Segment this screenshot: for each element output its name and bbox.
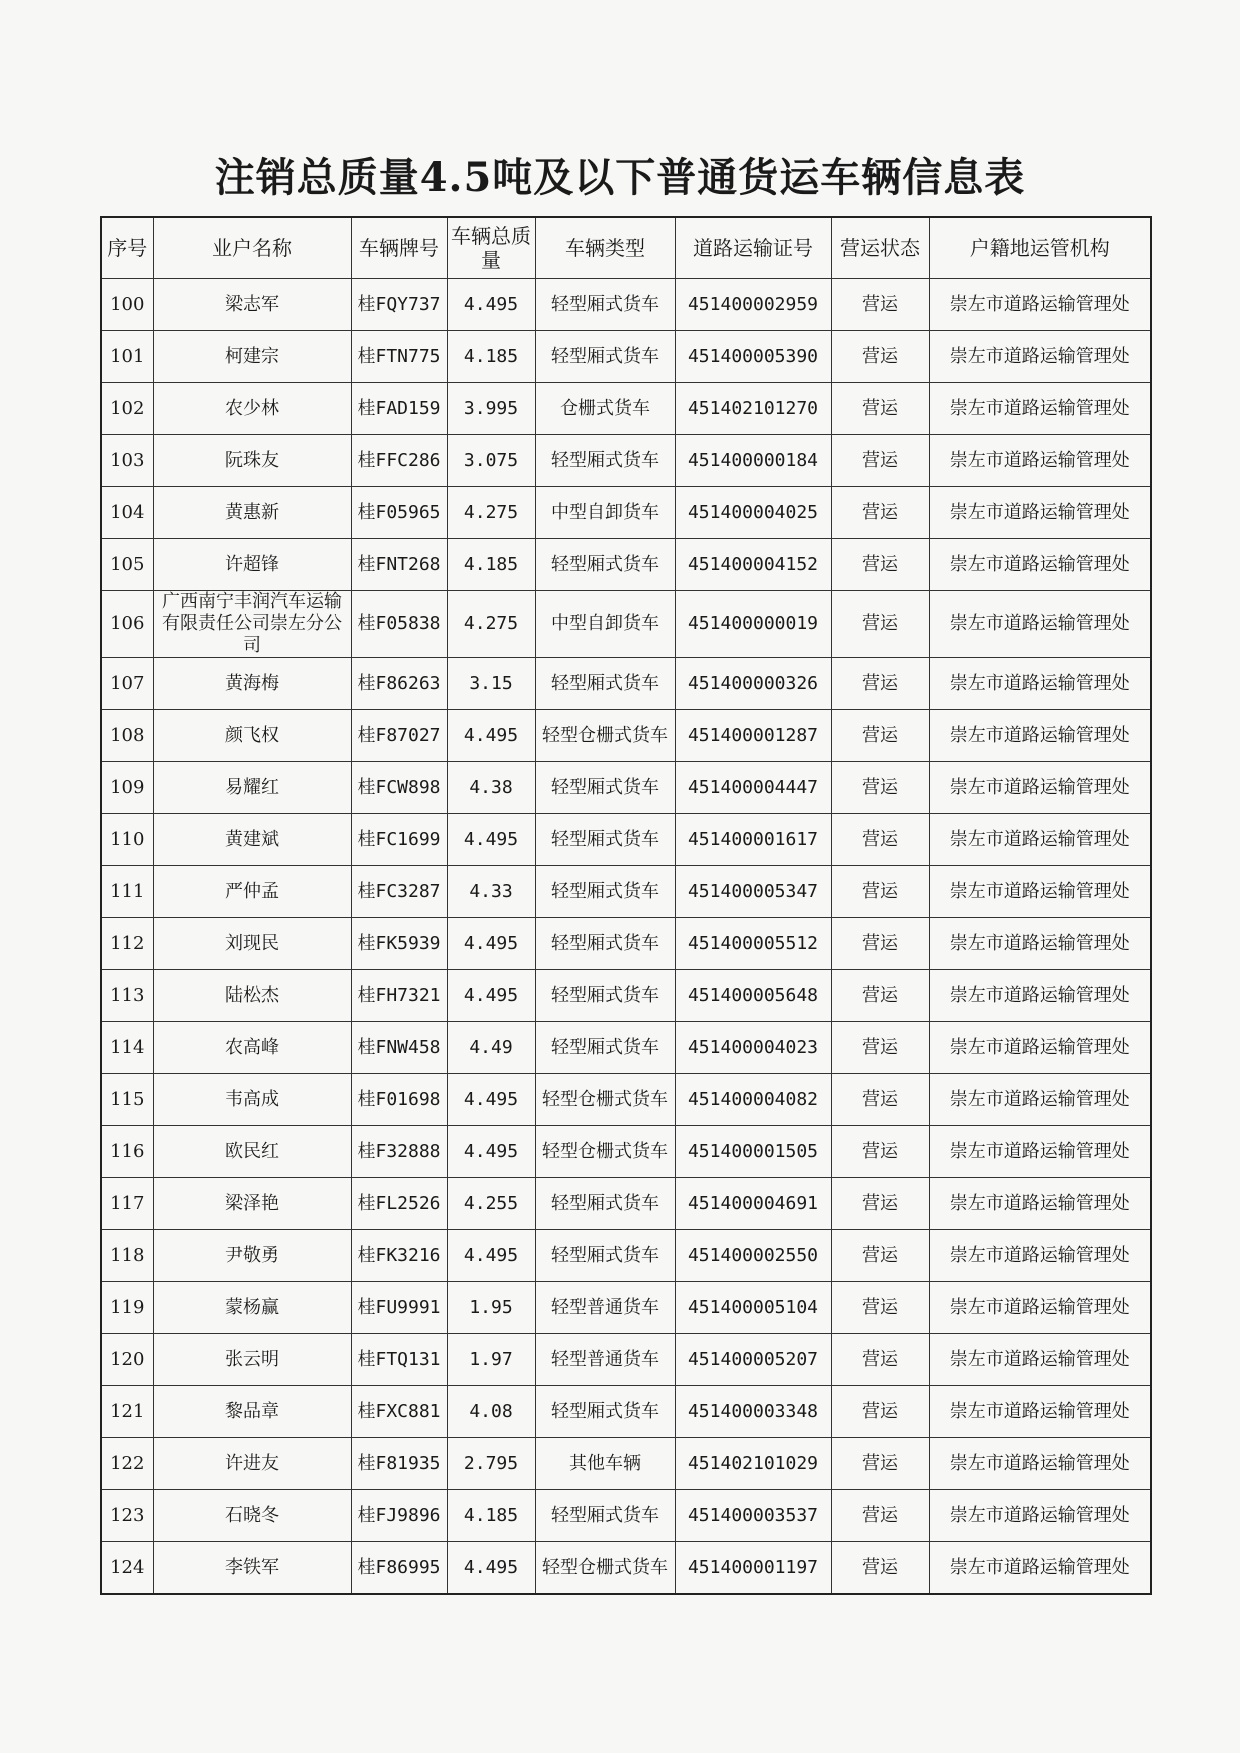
- cell-mass: 4.185: [447, 1490, 535, 1542]
- cell-mass: 4.495: [447, 1074, 535, 1126]
- cell-cert: 451402101029: [675, 1438, 831, 1490]
- cell-owner: 颜飞权: [153, 710, 351, 762]
- cell-seq: 116: [101, 1126, 153, 1178]
- cell-type: 轻型普通货车: [535, 1282, 675, 1334]
- cell-owner: 蒙杨赢: [153, 1282, 351, 1334]
- table-row: [101, 1438, 1151, 1490]
- cell-cert: 451400005347: [675, 866, 831, 918]
- cell-plate: 桂FC1699: [351, 814, 447, 866]
- cell-org: 崇左市道路运输管理处: [929, 1386, 1151, 1438]
- table-row: [101, 1126, 1151, 1178]
- cell-org: 崇左市道路运输管理处: [929, 1126, 1151, 1178]
- cell-mass: 4.38: [447, 762, 535, 814]
- cell-seq: 118: [101, 1230, 153, 1282]
- cell-seq: 119: [101, 1282, 153, 1334]
- cell-mass: 4.255: [447, 1178, 535, 1230]
- cell-type: 轻型厢式货车: [535, 762, 675, 814]
- cell-type: 轻型厢式货车: [535, 658, 675, 710]
- table-row: [101, 1334, 1151, 1386]
- cell-org: 崇左市道路运输管理处: [929, 918, 1151, 970]
- cell-seq: 110: [101, 814, 153, 866]
- cell-plate: 桂FTQ131: [351, 1334, 447, 1386]
- cell-cert: 451400005512: [675, 918, 831, 970]
- table-row: [101, 814, 1151, 866]
- header-type: 车辆类型: [535, 217, 675, 279]
- cell-cert: 451400005207: [675, 1334, 831, 1386]
- table-row: [101, 866, 1151, 918]
- cell-cert: 451400004691: [675, 1178, 831, 1230]
- table-row: [101, 1282, 1151, 1334]
- table-row: [101, 435, 1151, 487]
- table-row: [101, 762, 1151, 814]
- table-row: [101, 970, 1151, 1022]
- cell-cert: 451400004152: [675, 539, 831, 591]
- cell-mass: 4.495: [447, 814, 535, 866]
- cell-status: 营运: [831, 1126, 929, 1178]
- cell-cert: 451400001617: [675, 814, 831, 866]
- cell-type: 轻型仓栅式货车: [535, 1074, 675, 1126]
- table-row: [101, 1386, 1151, 1438]
- cell-status: 营运: [831, 1386, 929, 1438]
- cell-owner: 韦高成: [153, 1074, 351, 1126]
- cell-org: 崇左市道路运输管理处: [929, 1490, 1151, 1542]
- cell-plate: 桂FU9991: [351, 1282, 447, 1334]
- cell-mass: 4.33: [447, 866, 535, 918]
- cell-mass: 3.995: [447, 383, 535, 435]
- cell-cert: 451400005104: [675, 1282, 831, 1334]
- cell-cert: 451400001505: [675, 1126, 831, 1178]
- cell-mass: 1.95: [447, 1282, 535, 1334]
- cell-plate: 桂FNT268: [351, 539, 447, 591]
- cell-plate: 桂FH7321: [351, 970, 447, 1022]
- cell-status: 营运: [831, 970, 929, 1022]
- cell-mass: 4.495: [447, 710, 535, 762]
- cell-org: 崇左市道路运输管理处: [929, 762, 1151, 814]
- cell-org: 崇左市道路运输管理处: [929, 1230, 1151, 1282]
- cell-plate: 桂FCW898: [351, 762, 447, 814]
- cell-mass: 4.275: [447, 591, 535, 658]
- cell-org: 崇左市道路运输管理处: [929, 1282, 1151, 1334]
- cell-org: 崇左市道路运输管理处: [929, 435, 1151, 487]
- table-row: [101, 918, 1151, 970]
- cell-owner: 许进友: [153, 1438, 351, 1490]
- table-row: [101, 1490, 1151, 1542]
- table-row: [101, 331, 1151, 383]
- cell-type: 轻型厢式货车: [535, 1022, 675, 1074]
- cell-seq: 113: [101, 970, 153, 1022]
- cell-status: 营运: [831, 762, 929, 814]
- table-row: [101, 1178, 1151, 1230]
- cell-plate: 桂F81935: [351, 1438, 447, 1490]
- cell-status: 营运: [831, 435, 929, 487]
- cell-type: 轻型厢式货车: [535, 279, 675, 331]
- cell-owner: 农少林: [153, 383, 351, 435]
- cell-org: 崇左市道路运输管理处: [929, 658, 1151, 710]
- cell-seq: 107: [101, 658, 153, 710]
- cell-status: 营运: [831, 1230, 929, 1282]
- cell-seq: 103: [101, 435, 153, 487]
- cell-cert: 451400002959: [675, 279, 831, 331]
- cell-cert: 451400000184: [675, 435, 831, 487]
- header-org: 户籍地运管机构: [929, 217, 1151, 279]
- cell-mass: 4.185: [447, 331, 535, 383]
- cell-seq: 105: [101, 539, 153, 591]
- cell-type: 仓栅式货车: [535, 383, 675, 435]
- header-cert: 道路运输证号: [675, 217, 831, 279]
- cell-seq: 111: [101, 866, 153, 918]
- header-status: 营运状态: [831, 217, 929, 279]
- cell-cert: 451400005648: [675, 970, 831, 1022]
- cell-org: 崇左市道路运输管理处: [929, 383, 1151, 435]
- cell-type: 轻型厢式货车: [535, 918, 675, 970]
- cell-seq: 117: [101, 1178, 153, 1230]
- header-seq: 序号: [101, 217, 153, 279]
- cell-type: 轻型厢式货车: [535, 1230, 675, 1282]
- cell-org: 崇左市道路运输管理处: [929, 331, 1151, 383]
- cell-owner: 严仲孟: [153, 866, 351, 918]
- cell-org: 崇左市道路运输管理处: [929, 1074, 1151, 1126]
- cell-seq: 106: [101, 591, 153, 658]
- cell-status: 营运: [831, 1282, 929, 1334]
- cell-org: 崇左市道路运输管理处: [929, 591, 1151, 658]
- cell-mass: 3.15: [447, 658, 535, 710]
- cell-type: 轻型仓栅式货车: [535, 710, 675, 762]
- cell-owner: 黄建斌: [153, 814, 351, 866]
- cell-status: 营运: [831, 1022, 929, 1074]
- header-plate: 车辆牌号: [351, 217, 447, 279]
- cell-status: 营运: [831, 591, 929, 658]
- cell-status: 营运: [831, 814, 929, 866]
- table-row: [101, 1022, 1151, 1074]
- cell-org: 崇左市道路运输管理处: [929, 1022, 1151, 1074]
- cell-plate: 桂FL2526: [351, 1178, 447, 1230]
- cell-owner: 许超锋: [153, 539, 351, 591]
- cell-plate: 桂F01698: [351, 1074, 447, 1126]
- cell-cert: 451400001197: [675, 1542, 831, 1595]
- cell-cert: 451400000326: [675, 658, 831, 710]
- cell-type: 轻型厢式货车: [535, 970, 675, 1022]
- cell-plate: 桂FC3287: [351, 866, 447, 918]
- cell-status: 营运: [831, 1490, 929, 1542]
- cell-org: 崇左市道路运输管理处: [929, 279, 1151, 331]
- cell-cert: 451400000019: [675, 591, 831, 658]
- cell-mass: 4.08: [447, 1386, 535, 1438]
- cell-seq: 120: [101, 1334, 153, 1386]
- cell-cert: 451400003348: [675, 1386, 831, 1438]
- cell-status: 营运: [831, 1334, 929, 1386]
- cell-owner: 梁志军: [153, 279, 351, 331]
- cell-org: 崇左市道路运输管理处: [929, 1438, 1151, 1490]
- cell-type: 轻型厢式货车: [535, 435, 675, 487]
- cell-mass: 4.185: [447, 539, 535, 591]
- cell-status: 营运: [831, 383, 929, 435]
- cell-status: 营运: [831, 331, 929, 383]
- cell-owner: 易耀红: [153, 762, 351, 814]
- cell-plate: 桂F05965: [351, 487, 447, 539]
- cell-type: 轻型厢式货车: [535, 814, 675, 866]
- cell-mass: 1.97: [447, 1334, 535, 1386]
- table-row: [101, 1542, 1151, 1595]
- cell-plate: 桂FNW458: [351, 1022, 447, 1074]
- cell-owner: 阮珠友: [153, 435, 351, 487]
- cell-seq: 124: [101, 1542, 153, 1595]
- cell-plate: 桂F87027: [351, 710, 447, 762]
- table-row: [101, 1230, 1151, 1282]
- cell-status: 营运: [831, 1542, 929, 1595]
- cell-cert: 451400002550: [675, 1230, 831, 1282]
- cell-plate: 桂FJ9896: [351, 1490, 447, 1542]
- cell-owner: 广西南宁丰润汽车运输有限责任公司崇左分公司: [153, 591, 351, 658]
- table-row: [101, 383, 1151, 435]
- cell-plate: 桂F86995: [351, 1542, 447, 1595]
- cell-owner: 农高峰: [153, 1022, 351, 1074]
- page-title: 注销总质量4.5吨及以下普通货运车辆信息表: [214, 154, 1026, 201]
- cell-type: 轻型厢式货车: [535, 539, 675, 591]
- cell-status: 营运: [831, 1178, 929, 1230]
- cell-type: 其他车辆: [535, 1438, 675, 1490]
- cell-seq: 123: [101, 1490, 153, 1542]
- cell-mass: 3.075: [447, 435, 535, 487]
- cell-org: 崇左市道路运输管理处: [929, 710, 1151, 762]
- cell-owner: 尹敬勇: [153, 1230, 351, 1282]
- cell-mass: 4.495: [447, 1230, 535, 1282]
- cell-status: 营运: [831, 1438, 929, 1490]
- cell-seq: 108: [101, 710, 153, 762]
- cell-seq: 109: [101, 762, 153, 814]
- cell-org: 崇左市道路运输管理处: [929, 1542, 1151, 1595]
- cell-plate: 桂F86263: [351, 658, 447, 710]
- cell-plate: 桂FAD159: [351, 383, 447, 435]
- cell-owner: 黄惠新: [153, 487, 351, 539]
- cell-owner: 刘现民: [153, 918, 351, 970]
- cell-owner: 张云明: [153, 1334, 351, 1386]
- cell-status: 营运: [831, 918, 929, 970]
- cell-seq: 114: [101, 1022, 153, 1074]
- table-row: [101, 591, 1151, 658]
- cell-seq: 104: [101, 487, 153, 539]
- cell-org: 崇左市道路运输管理处: [929, 1334, 1151, 1386]
- cell-owner: 梁泽艳: [153, 1178, 351, 1230]
- cell-type: 轻型仓栅式货车: [535, 1126, 675, 1178]
- cell-plate: 桂FXC881: [351, 1386, 447, 1438]
- cell-org: 崇左市道路运输管理处: [929, 970, 1151, 1022]
- header-owner: 业户名称: [153, 217, 351, 279]
- cell-mass: 4.495: [447, 918, 535, 970]
- table-row: [101, 487, 1151, 539]
- cell-mass: 4.49: [447, 1022, 535, 1074]
- cell-status: 营运: [831, 539, 929, 591]
- cell-status: 营运: [831, 658, 929, 710]
- cell-owner: 李铁军: [153, 1542, 351, 1595]
- table-row: [101, 279, 1151, 331]
- cell-cert: 451400005390: [675, 331, 831, 383]
- cell-mass: 4.495: [447, 970, 535, 1022]
- cell-plate: 桂FTN775: [351, 331, 447, 383]
- cell-mass: 4.495: [447, 279, 535, 331]
- cell-status: 营运: [831, 279, 929, 331]
- table-row: [101, 710, 1151, 762]
- table-row: [101, 658, 1151, 710]
- cell-type: 轻型仓栅式货车: [535, 1542, 675, 1595]
- cell-seq: 121: [101, 1386, 153, 1438]
- cell-type: 轻型厢式货车: [535, 1178, 675, 1230]
- cell-status: 营运: [831, 710, 929, 762]
- cell-type: 中型自卸货车: [535, 487, 675, 539]
- cell-mass: 2.795: [447, 1438, 535, 1490]
- cell-type: 轻型厢式货车: [535, 866, 675, 918]
- cell-cert: 451402101270: [675, 383, 831, 435]
- cell-status: 营运: [831, 866, 929, 918]
- cell-seq: 101: [101, 331, 153, 383]
- header-row: [101, 217, 1151, 279]
- cell-plate: 桂FFC286: [351, 435, 447, 487]
- header-mass: 车辆总质量: [447, 217, 535, 279]
- cell-mass: 4.275: [447, 487, 535, 539]
- cell-type: 轻型厢式货车: [535, 1386, 675, 1438]
- cell-type: 轻型厢式货车: [535, 1490, 675, 1542]
- cell-owner: 石晓冬: [153, 1490, 351, 1542]
- cell-owner: 陆松杰: [153, 970, 351, 1022]
- cell-plate: 桂FQY737: [351, 279, 447, 331]
- cell-type: 中型自卸货车: [535, 591, 675, 658]
- cell-plate: 桂FK5939: [351, 918, 447, 970]
- cell-owner: 黎品章: [153, 1386, 351, 1438]
- cell-mass: 4.495: [447, 1126, 535, 1178]
- cell-seq: 102: [101, 383, 153, 435]
- vehicle-table: [100, 216, 1152, 1595]
- cell-seq: 122: [101, 1438, 153, 1490]
- cell-cert: 451400004023: [675, 1022, 831, 1074]
- cell-org: 崇左市道路运输管理处: [929, 539, 1151, 591]
- table-row: [101, 539, 1151, 591]
- cell-plate: 桂FK3216: [351, 1230, 447, 1282]
- cell-cert: 451400004082: [675, 1074, 831, 1126]
- cell-owner: 欧民红: [153, 1126, 351, 1178]
- cell-cert: 451400001287: [675, 710, 831, 762]
- cell-status: 营运: [831, 1074, 929, 1126]
- cell-owner: 柯建宗: [153, 331, 351, 383]
- cell-type: 轻型普通货车: [535, 1334, 675, 1386]
- cell-type: 轻型厢式货车: [535, 331, 675, 383]
- cell-owner: 黄海梅: [153, 658, 351, 710]
- cell-plate: 桂F32888: [351, 1126, 447, 1178]
- cell-org: 崇左市道路运输管理处: [929, 487, 1151, 539]
- cell-seq: 115: [101, 1074, 153, 1126]
- cell-plate: 桂F05838: [351, 591, 447, 658]
- cell-cert: 451400003537: [675, 1490, 831, 1542]
- cell-org: 崇左市道路运输管理处: [929, 814, 1151, 866]
- cell-status: 营运: [831, 487, 929, 539]
- cell-org: 崇左市道路运输管理处: [929, 866, 1151, 918]
- cell-org: 崇左市道路运输管理处: [929, 1178, 1151, 1230]
- cell-seq: 100: [101, 279, 153, 331]
- cell-mass: 4.495: [447, 1542, 535, 1595]
- cell-cert: 451400004025: [675, 487, 831, 539]
- table-row: [101, 1074, 1151, 1126]
- cell-seq: 112: [101, 918, 153, 970]
- cell-cert: 451400004447: [675, 762, 831, 814]
